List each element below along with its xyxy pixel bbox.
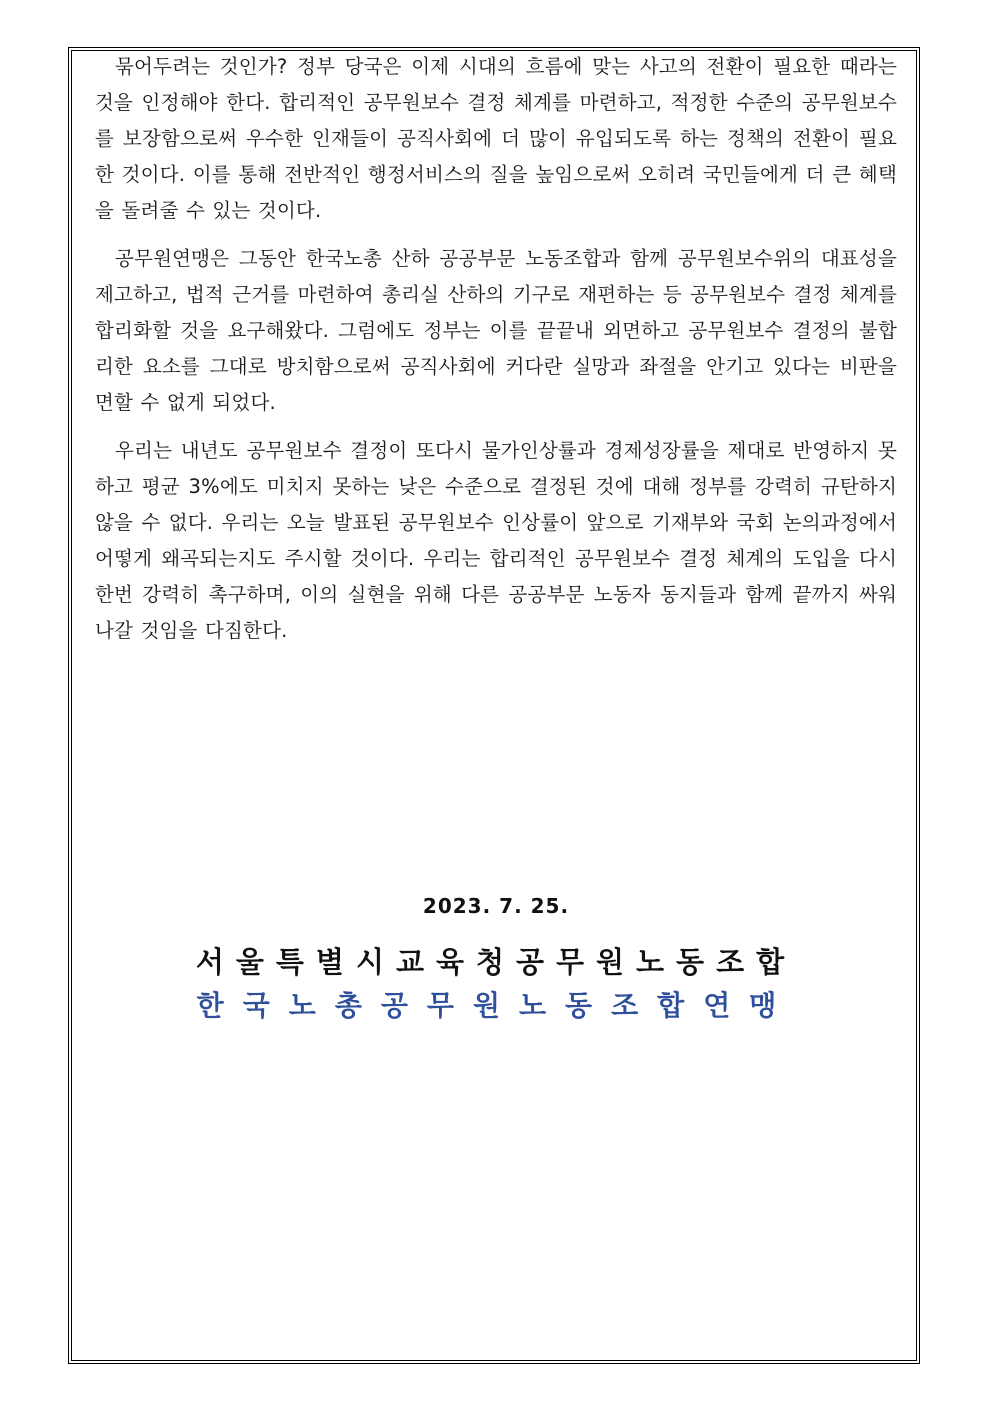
statement-date: 2023. 7. 25. xyxy=(422,894,570,918)
issuing-union-name: 서울특별시교육청공무원노동조합 xyxy=(195,945,797,979)
federation-name: 한국노총공무원노동조합연맹 xyxy=(196,989,796,1022)
statement-body xyxy=(95,49,897,661)
paragraph-1: 묶어두려는 것인가? 정부 당국은 이제 시대의 흐름에 맞는 사고의 전환이 필요한 때라는 것을 인정해야 한다. 합리적인 공무원보수 결정 체계를 마련하고, 적정한 수준의 공무원보수를 보장함으로써 우수한 인재들이 공직사회에 더 많이 유입되도록 하는 정책의 전환이 필요한 것이다. 이를 통해 전반적인 행정서비스의 질을 높임으로써 오히려 국민들에게 더 큰 혜택을 돌려줄 수 있는 것이다. xyxy=(95,55,897,222)
paragraph-3: 우리는 내년도 공무원보수 결정이 또다시 물가인상률과 경제성장률을 제대로 반영하지 못하고 평균 3%에도 미치지 못하는 낮은 수준으로 결정된 것에 대해 정부를 강력히 규탄하지 않을 수 없다. 우리는 오늘 발표된 공무원보수 인상률이 앞으로 기재부와 국회 논의과정에서 어떻게 왜곡되는지도 주시할 것이다. 우리는 합리적인 공무원보수 결정 체계의 도입을 다시 한번 강력히 촉구하며, 이의 실현을 위해 다른 공공부문 노동자 동지들과 함께 끝까지 싸워 나갈 것임을 다짐한다. xyxy=(95,439,897,642)
paragraph-2: 공무원연맹은 그동안 한국노총 산하 공공부문 노동조합과 함께 공무원보수위의 대표성을 제고하고, 법적 근거를 마련하여 총리실 산하의 기구로 재편하는 등 공무원보수 결정 체계를 합리화할 것을 요구해왔다. 그럼에도 정부는 이를 끝끝내 외면하고 공무원보수 결정의 불합리한 요소를 그대로 방치함으로써 공직사회에 커다란 실망과 좌절을 안기고 있다는 비판을 면할 수 없게 되었다. xyxy=(95,247,897,414)
